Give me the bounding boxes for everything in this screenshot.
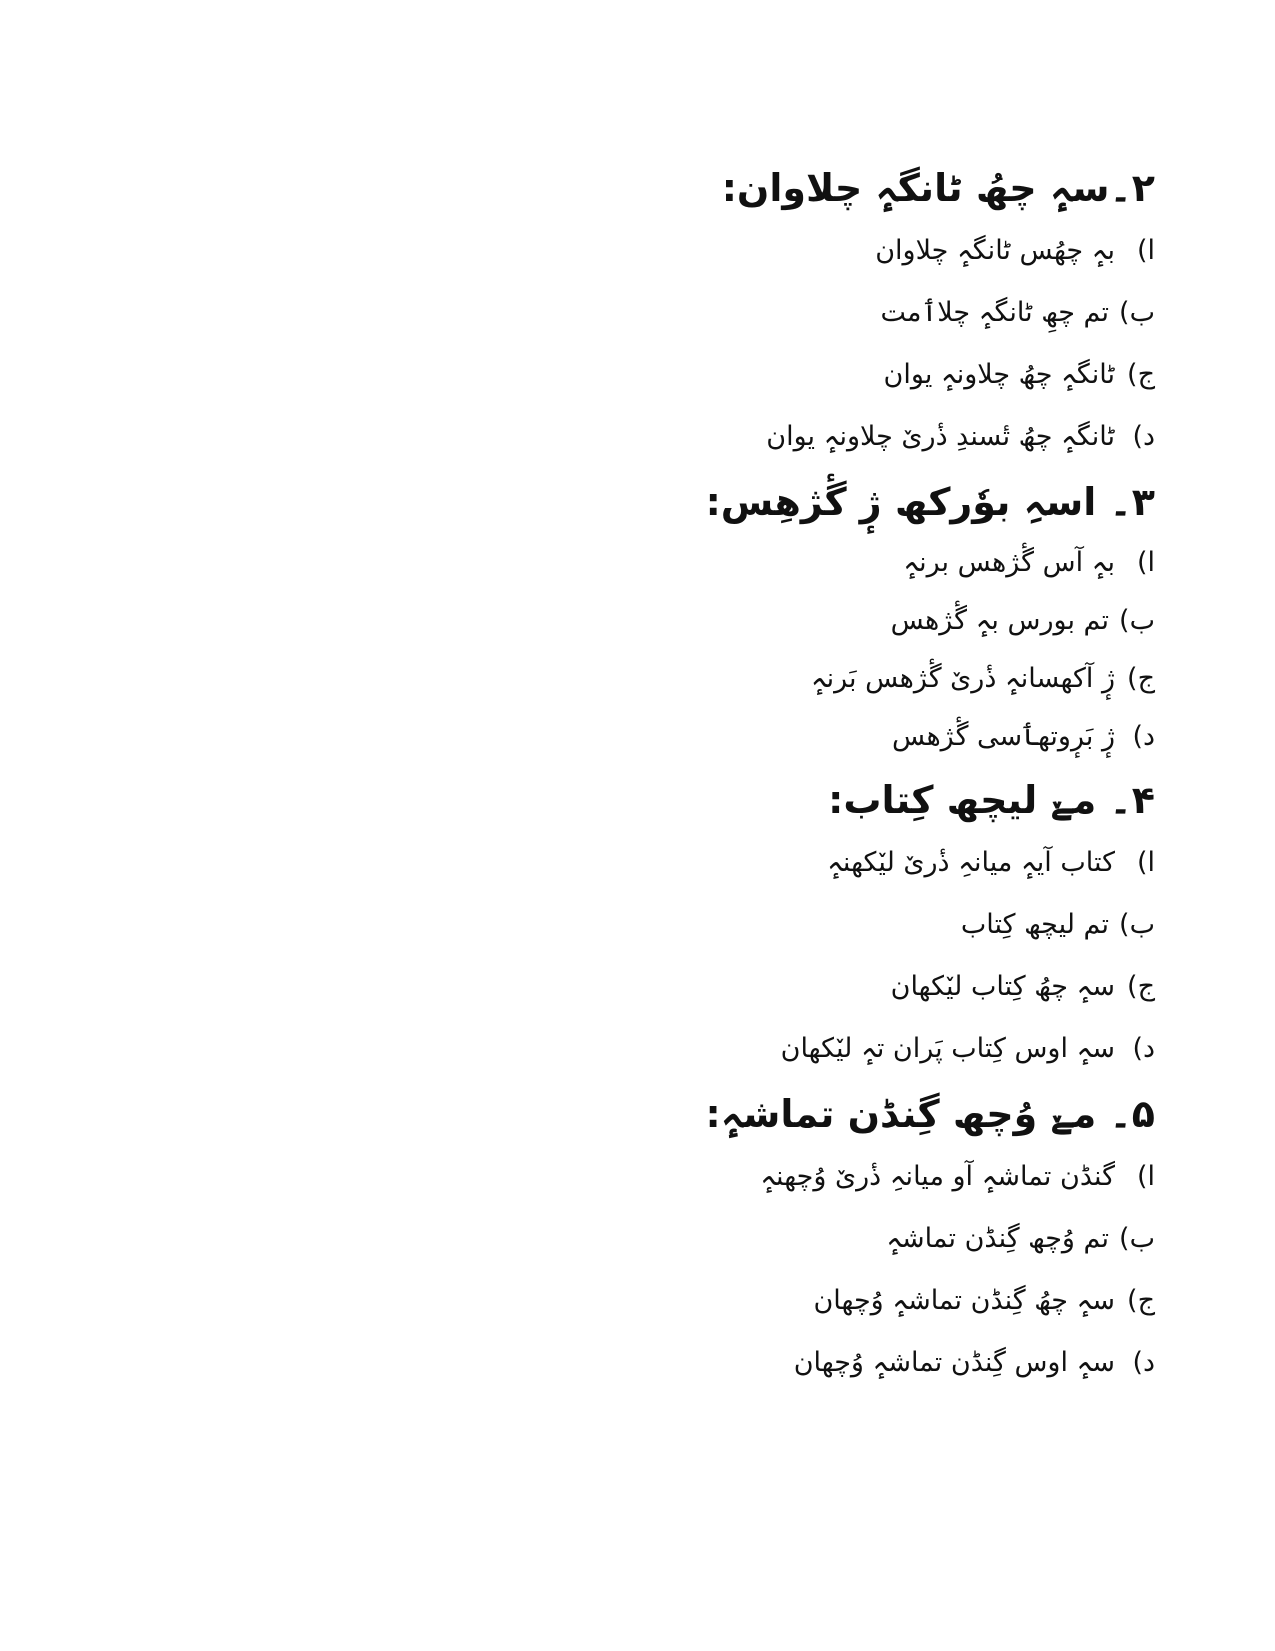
answer-option xyxy=(635,1270,1155,1332)
answer-option xyxy=(635,894,1155,956)
option-marker: ج) xyxy=(1127,1285,1155,1316)
option-marker: ا) xyxy=(1136,1161,1155,1192)
answer-option xyxy=(635,1332,1155,1394)
option-marker: ب) xyxy=(1119,605,1155,636)
answer-option xyxy=(635,406,1155,468)
option-text: کتاب آیہٕ میانہِ ذٔریٚ لیٚکھنہٕ xyxy=(827,847,1115,878)
option-marker: د) xyxy=(1132,1033,1155,1064)
question-5 xyxy=(635,1088,1155,1394)
option-text: سہٕ اوس کِتاب پَران تہٕ لیٚکھان xyxy=(780,1033,1115,1064)
quiz-content xyxy=(635,162,1155,1394)
answer-option xyxy=(635,832,1155,894)
question-title: ۲۔سہٕ چھُ ٹانگہٕ چلاوان: xyxy=(721,166,1155,210)
option-text: بہٕ آس گٔژھس برنہٕ xyxy=(903,547,1115,578)
answer-option xyxy=(635,708,1155,766)
option-marker: ا) xyxy=(1136,547,1155,578)
option-text: سہٕ اوس گِنڈن تماشہٕ وُچھان xyxy=(793,1347,1115,1378)
option-marker: ج) xyxy=(1127,663,1155,694)
option-marker: ب) xyxy=(1119,1223,1155,1254)
option-marker: ب) xyxy=(1119,297,1155,328)
option-marker: ج) xyxy=(1127,359,1155,390)
question-title: ۵۔ مےٚ وُچھ گِنڈن تماشہٕ: xyxy=(705,1092,1155,1136)
option-marker: ب) xyxy=(1119,909,1155,940)
option-text: سہٕ چھُ کِتاب لیٚکھان xyxy=(890,971,1115,1002)
answer-option xyxy=(635,282,1155,344)
option-text: ژٕ بَرٕوتھٲسی گٔژھس xyxy=(892,721,1115,752)
answer-option xyxy=(635,956,1155,1018)
option-marker: ا) xyxy=(1136,847,1155,878)
option-text: بہٕ چھُس ٹانگہٕ چلاوان xyxy=(875,235,1115,266)
option-text: ٹانگہٕ چھُ چلاونہٕ یوان xyxy=(883,359,1115,390)
answer-option xyxy=(635,220,1155,282)
answer-options xyxy=(635,832,1155,1080)
option-text: سہٕ چھُ گِنڈن تماشہٕ وُچھان xyxy=(813,1285,1115,1316)
option-marker: ج) xyxy=(1127,971,1155,1002)
question-title: ۳۔ اسہِ بوٗرکھ ژٕ گٔژھِس: xyxy=(705,480,1155,524)
answer-options xyxy=(635,1146,1155,1394)
option-text: ٹانگہٕ چھُ تٔسندِ ذٔریٚ چلاونہٕ یوان xyxy=(766,421,1115,452)
question-3 xyxy=(635,476,1155,766)
answer-option xyxy=(635,650,1155,708)
answer-option xyxy=(635,592,1155,650)
question-title: ۴۔ مےٚ لیچھ کِتاب: xyxy=(828,778,1155,822)
answer-option xyxy=(635,1018,1155,1080)
answer-option xyxy=(635,344,1155,406)
option-text: تم وُچھ گِنڈن تماشہٕ xyxy=(886,1223,1110,1254)
question-4 xyxy=(635,774,1155,1080)
option-text: تم بورس بہٕ گٔژھس xyxy=(890,605,1110,636)
answer-option xyxy=(635,1208,1155,1270)
answer-options xyxy=(635,220,1155,468)
question-2 xyxy=(635,162,1155,468)
option-text: گنڈن تماشہٕ آو میانہِ ذٔریٚ وُچھنہٕ xyxy=(760,1161,1115,1192)
answer-option xyxy=(635,534,1155,592)
option-marker: د) xyxy=(1132,721,1155,752)
option-text: تم چھِ ٹانگہٕ چلاٲمت xyxy=(880,297,1110,328)
option-marker: د) xyxy=(1132,1347,1155,1378)
option-text: تم لیچھ کِتاب xyxy=(960,909,1110,940)
option-marker: د) xyxy=(1132,421,1155,452)
option-marker: ا) xyxy=(1136,235,1155,266)
answer-options xyxy=(635,534,1155,766)
answer-option xyxy=(635,1146,1155,1208)
option-text: ژٕ آکھسانہٕ ذٔریٚ گٔژھس بَرنہٕ xyxy=(810,663,1115,694)
